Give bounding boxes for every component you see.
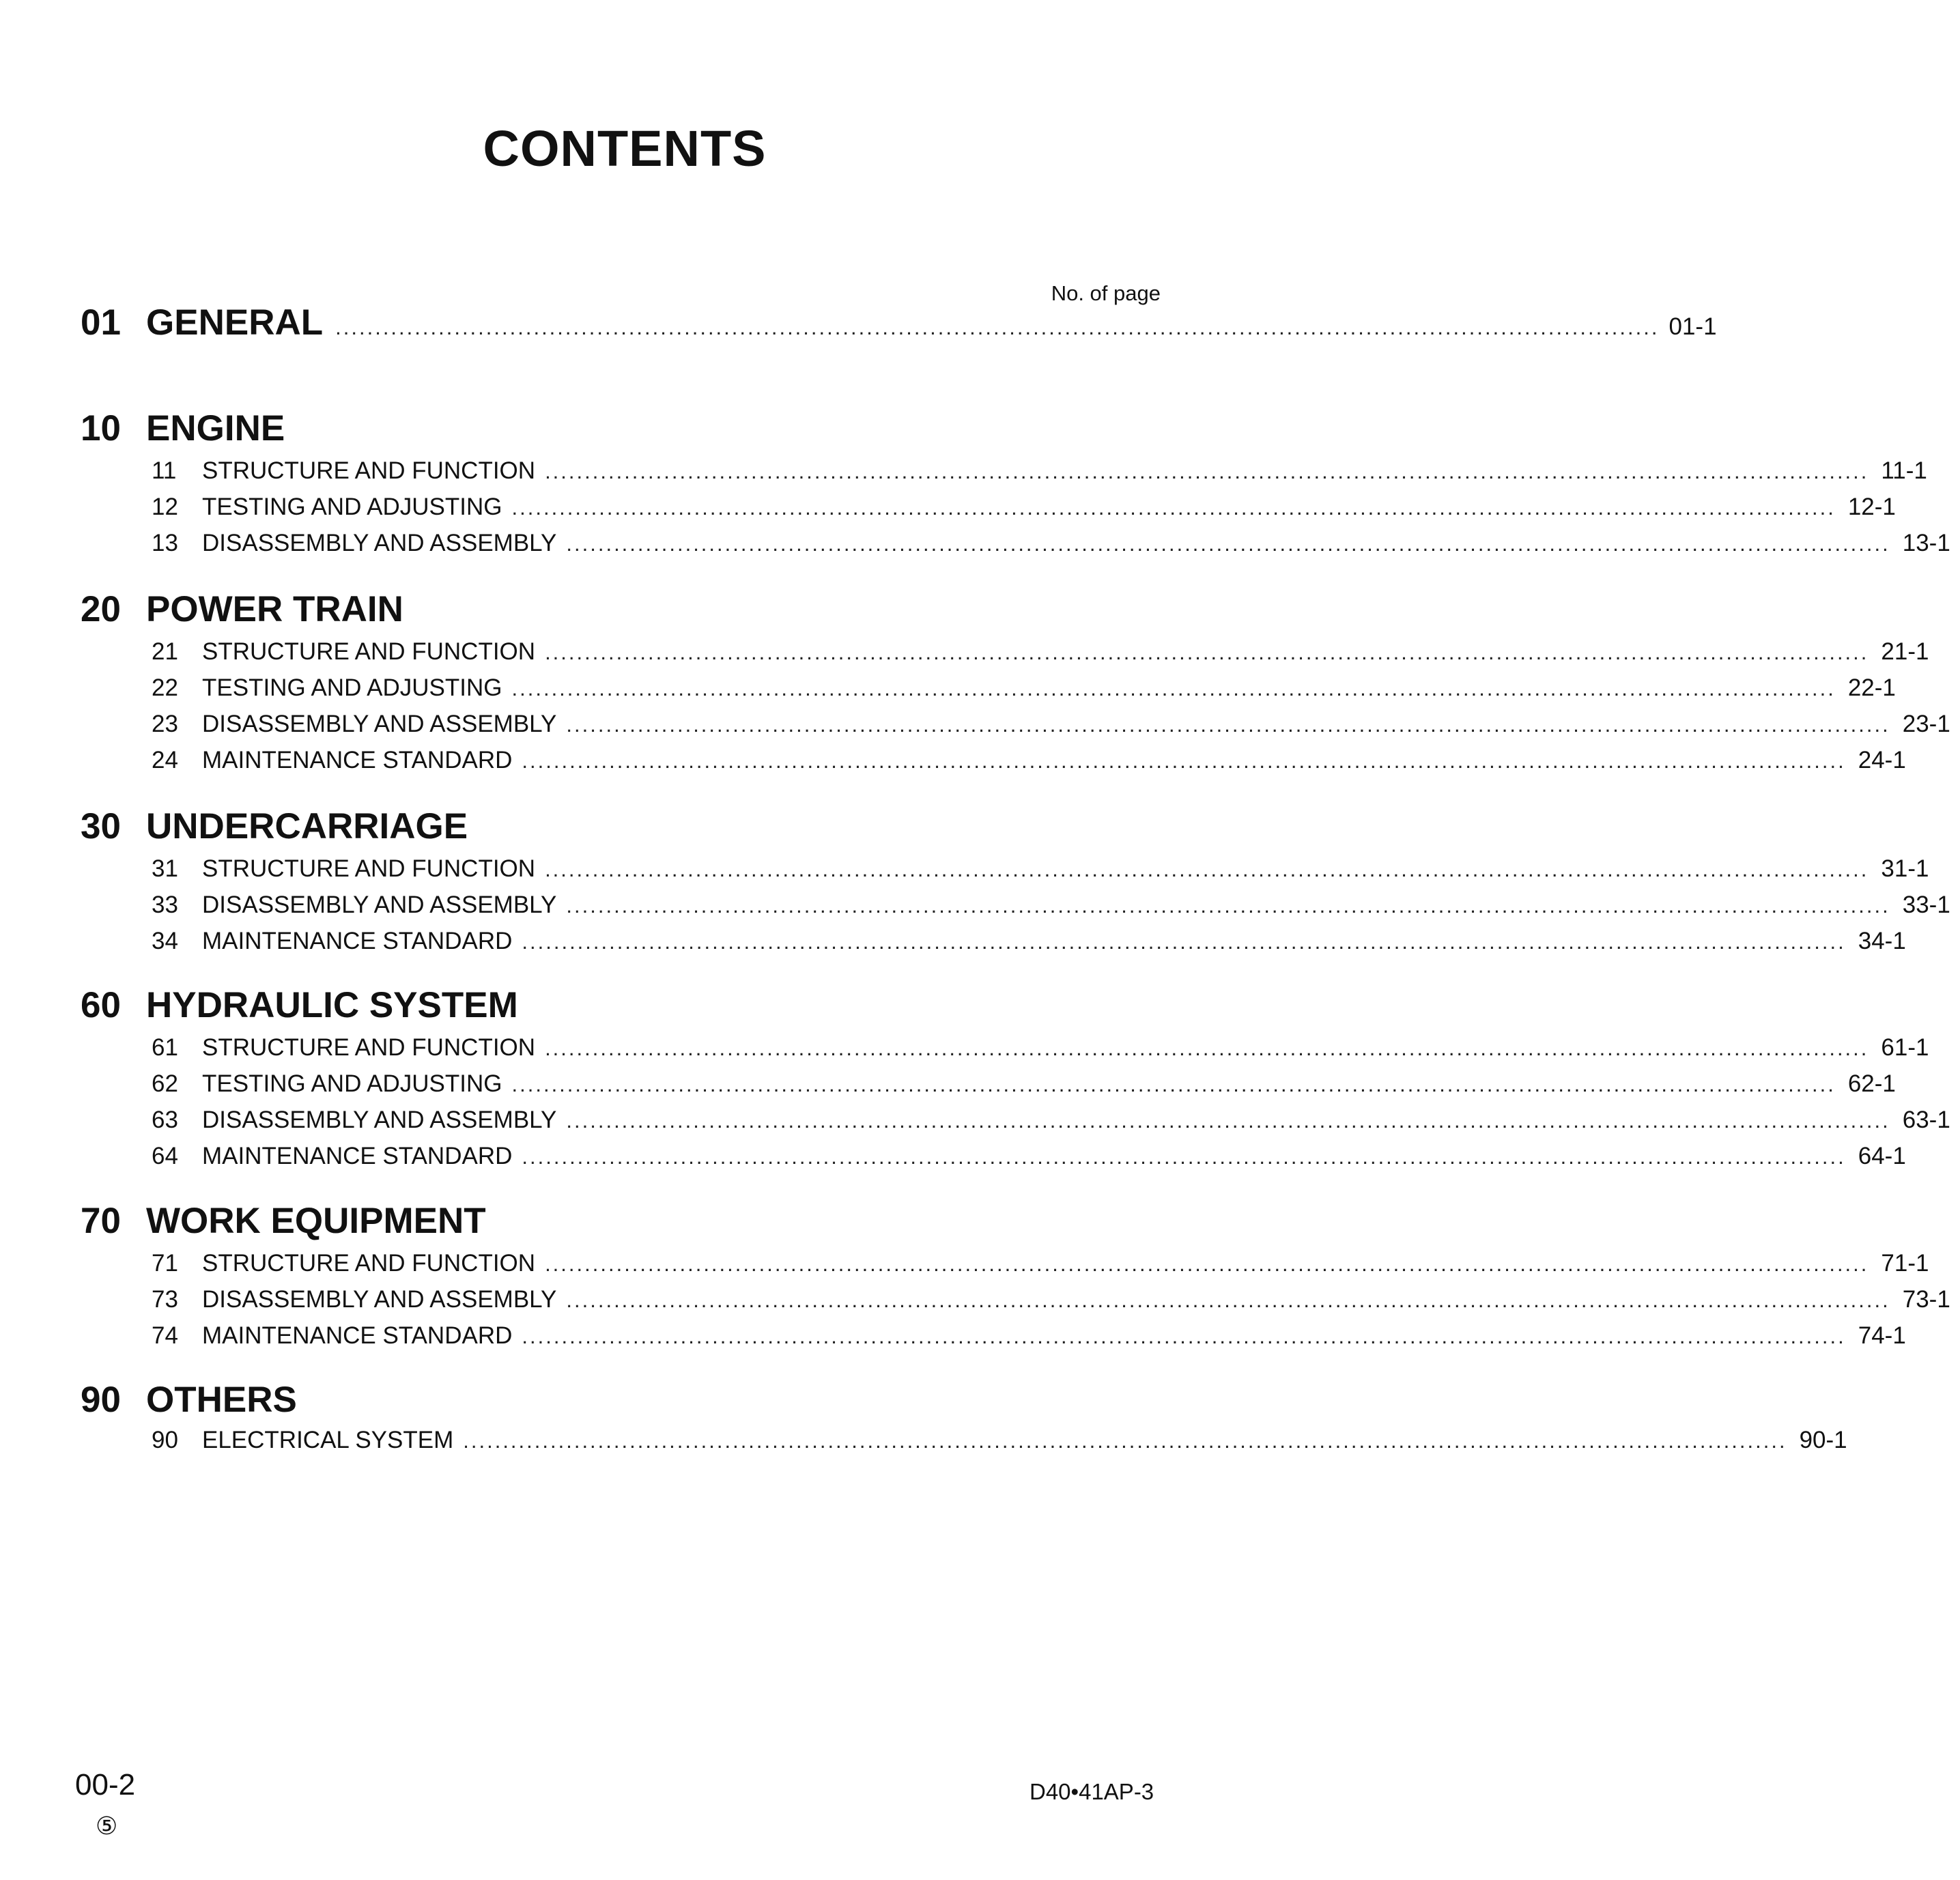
toc-entry[interactable] (152, 638, 1929, 666)
section-number: 01 (81, 302, 121, 343)
dot-leader: ....................................................................................................................................................................... (566, 894, 1890, 917)
toc-entry[interactable] (152, 892, 1950, 919)
entry-title: STRUCTURE AND FUNCTION (202, 638, 536, 665)
section-title: ENGINE (146, 408, 285, 448)
dot-leader: ....................................................................................................................................................................... (545, 640, 1869, 664)
toc-entry[interactable] (152, 674, 1896, 702)
section-power-train (81, 588, 403, 630)
page-number: 13-1 (1902, 530, 1950, 556)
entry-title: TESTING AND ADJUSTING (202, 494, 502, 520)
dot-leader: ....................................................................................................................................................................... (522, 749, 1846, 773)
section-others (81, 1379, 297, 1421)
dot-leader: ....................................................................................................................................................................... (335, 315, 1660, 339)
entry-title: STRUCTURE AND FUNCTION (202, 457, 536, 484)
dot-leader: ....................................................................................................................................................................... (522, 1324, 1846, 1348)
entry-number: 62 (152, 1070, 178, 1097)
dot-leader: ....................................................................................................................................................................... (566, 1109, 1890, 1133)
page-number: 62-1 (1847, 1070, 1896, 1097)
entry-title: STRUCTURE AND FUNCTION (202, 1034, 536, 1061)
page-number: 21-1 (1881, 638, 1929, 665)
page-number: 61-1 (1881, 1034, 1929, 1061)
page-number: 24-1 (1858, 747, 1906, 773)
page-number: 64-1 (1858, 1143, 1906, 1169)
entry-title: TESTING AND ADJUSTING (202, 1070, 502, 1097)
entry-title: MAINTENANCE STANDARD (202, 1322, 513, 1349)
entry-number: 24 (152, 747, 178, 773)
entry-number: 12 (152, 494, 178, 520)
section-title: GENERAL (146, 302, 324, 343)
dot-leader: ....................................................................................................................................................................... (566, 1288, 1890, 1312)
page-number: 74-1 (1858, 1322, 1906, 1349)
footer-page-code: 00-2 (75, 1768, 136, 1801)
entry-title: DISASSEMBLY AND ASSEMBLY (202, 1286, 557, 1313)
page-number: 90-1 (1799, 1427, 1847, 1453)
page-number: 12-1 (1847, 494, 1896, 520)
toc-entry[interactable] (152, 530, 1950, 557)
dot-leader: ....................................................................................................................................................................... (545, 459, 1869, 483)
dot-leader: ....................................................................................................................................................................... (511, 676, 1836, 700)
entry-number: 61 (152, 1034, 178, 1061)
entry-number: 11 (152, 457, 177, 484)
section-title: WORK EQUIPMENT (146, 1201, 486, 1241)
entry-number: 13 (152, 530, 178, 556)
dot-leader: ....................................................................................................................................................................... (566, 713, 1890, 737)
dot-leader: ....................................................................................................................................................................... (522, 1145, 1846, 1169)
section-number: 90 (81, 1380, 121, 1420)
page-number: 34-1 (1858, 928, 1906, 954)
entry-number: 73 (152, 1286, 178, 1313)
toc-entry[interactable] (152, 1143, 1906, 1170)
dot-leader: ....................................................................................................................................................................... (511, 1072, 1836, 1096)
entry-number: 90 (152, 1427, 178, 1453)
page-number: 23-1 (1902, 711, 1950, 737)
entry-number: 63 (152, 1107, 178, 1133)
entry-title: STRUCTURE AND FUNCTION (202, 855, 536, 882)
toc-entry[interactable] (152, 1070, 1896, 1098)
entry-number: 64 (152, 1143, 178, 1169)
entry-title: DISASSEMBLY AND ASSEMBLY (202, 1107, 557, 1133)
entry-number: 33 (152, 892, 178, 918)
entry-number: 22 (152, 674, 178, 701)
footer-revision-mark: ⑤ (96, 1812, 118, 1840)
page-number: 33-1 (1902, 892, 1950, 918)
footer-model: D40•41AP-3 (1029, 1779, 1154, 1804)
entry-title: DISASSEMBLY AND ASSEMBLY (202, 892, 557, 918)
dot-leader: ....................................................................................................................................................................... (545, 1036, 1869, 1060)
section-title: UNDERCARRIAGE (146, 806, 468, 846)
entry-title: MAINTENANCE STANDARD (202, 747, 513, 773)
page-number: 11-1 (1881, 457, 1927, 484)
page-number: 63-1 (1902, 1107, 1950, 1133)
page-number: 73-1 (1902, 1286, 1950, 1313)
entry-number: 71 (152, 1250, 178, 1277)
toc-entry[interactable] (152, 457, 1927, 485)
toc-entry[interactable] (152, 1286, 1950, 1313)
page-number: 01-1 (1668, 313, 1717, 340)
entry-title: MAINTENANCE STANDARD (202, 928, 513, 954)
entry-title: DISASSEMBLY AND ASSEMBLY (202, 530, 557, 556)
section-number: 60 (81, 985, 121, 1025)
section-number: 10 (81, 408, 121, 448)
section-heading (81, 302, 323, 343)
entry-number: 34 (152, 928, 178, 954)
page-number: 22-1 (1847, 674, 1896, 701)
section-title: HYDRAULIC SYSTEM (146, 985, 518, 1025)
toc-entry[interactable] (152, 1322, 1906, 1350)
section-title: POWER TRAIN (146, 589, 403, 629)
entry-title: TESTING AND ADJUSTING (202, 674, 502, 701)
toc-entry[interactable] (152, 855, 1929, 883)
section-number: 30 (81, 806, 121, 846)
entry-number: 21 (152, 638, 178, 665)
section-number: 20 (81, 589, 121, 629)
page-number: 31-1 (1881, 855, 1929, 882)
entry-number: 23 (152, 711, 178, 737)
entry-number: 31 (152, 855, 178, 882)
entry-title: DISASSEMBLY AND ASSEMBLY (202, 711, 557, 737)
toc-entry[interactable] (152, 1250, 1929, 1277)
section-title: OTHERS (146, 1380, 297, 1420)
entry-title: MAINTENANCE STANDARD (202, 1143, 513, 1169)
entry-title: STRUCTURE AND FUNCTION (202, 1250, 536, 1277)
dot-leader: ....................................................................................................................................................................... (463, 1429, 1787, 1453)
toc-entry[interactable] (152, 928, 1906, 955)
section-number: 70 (81, 1201, 121, 1241)
dot-leader: ....................................................................................................................................................................... (545, 857, 1869, 881)
entry-title: ELECTRICAL SYSTEM (202, 1427, 454, 1453)
section-undercarriage (81, 806, 468, 847)
entry-number: 74 (152, 1322, 178, 1349)
toc-entry[interactable] (152, 711, 1950, 738)
dot-leader: ....................................................................................................................................................................... (522, 930, 1846, 954)
dot-leader: ....................................................................................................................................................................... (545, 1252, 1869, 1276)
toc-entry[interactable] (152, 1107, 1950, 1134)
toc-entry[interactable] (152, 494, 1896, 521)
toc-entry[interactable] (152, 747, 1906, 774)
dot-leader: ....................................................................................................................................................................... (566, 532, 1890, 556)
toc-entry[interactable] (152, 1034, 1929, 1062)
section-general[interactable] (81, 302, 1717, 343)
page-title: CONTENTS (483, 120, 767, 177)
section-hydraulic-system (81, 984, 518, 1026)
section-work-equipment (81, 1200, 486, 1242)
dot-leader: ....................................................................................................................................................................... (511, 496, 1836, 519)
toc-entry[interactable] (152, 1427, 1847, 1454)
section-engine (81, 408, 285, 449)
page-number: 71-1 (1881, 1250, 1929, 1277)
no-of-page-label: No. of page (1051, 281, 1161, 305)
